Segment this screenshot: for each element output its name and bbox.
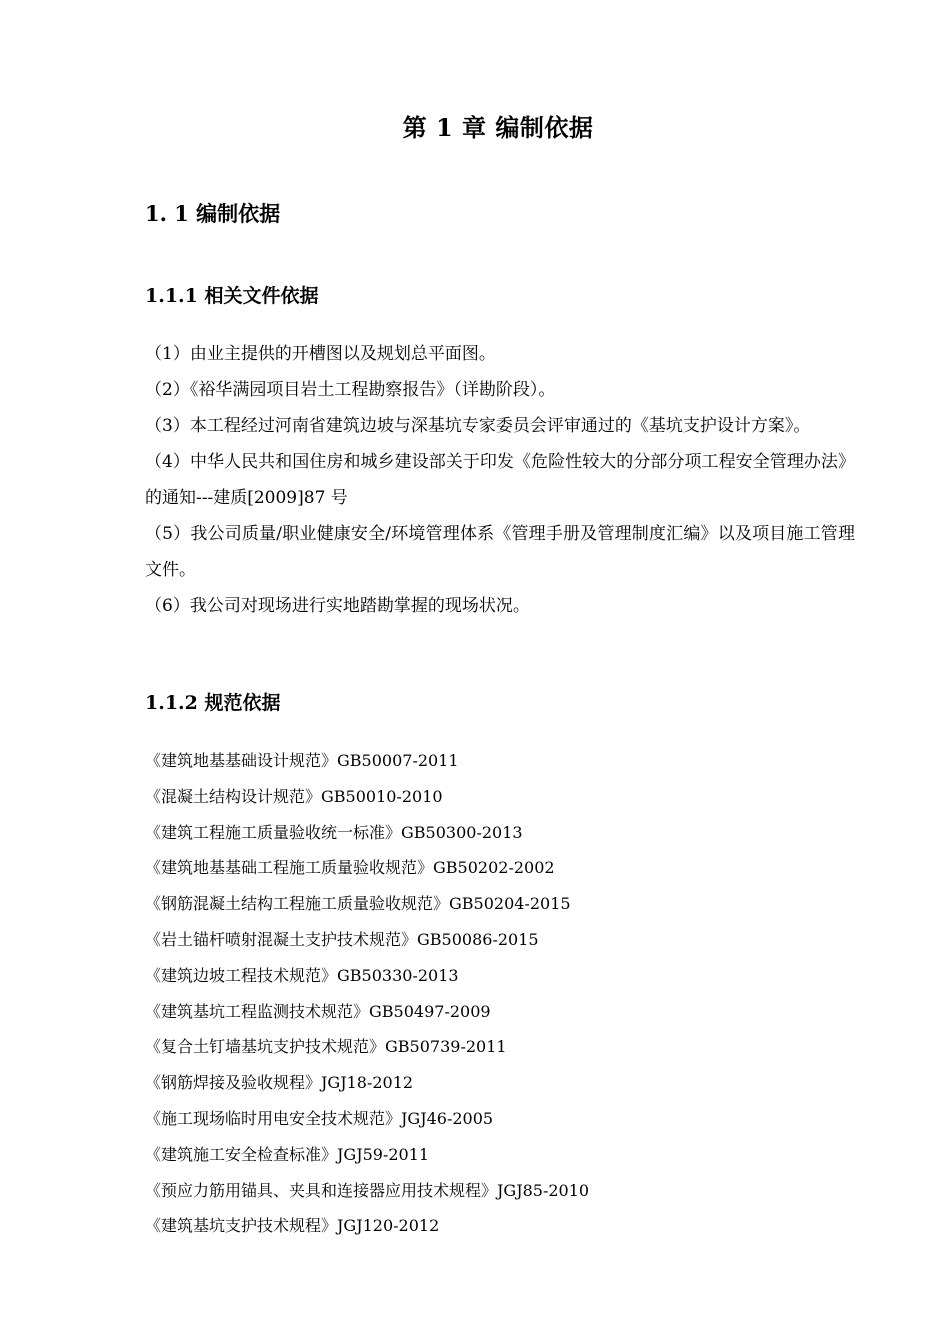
list-item: （5）我公司质量/职业健康安全/环境管理体系《管理手册及管理制度汇编》以及项目施工管理文件。 bbox=[145, 524, 855, 580]
section-heading-1-1-2: 1.1.2 规范依据 bbox=[145, 692, 281, 714]
chapter-title: 第 1 章 编制依据 bbox=[402, 113, 594, 142]
list-item: 《建筑基坑支护技术规程》JGJ120-2012 bbox=[145, 1216, 440, 1236]
document-basis-list bbox=[145, 336, 855, 624]
list-item: 《施工现场临时用电安全技术规范》JGJ46-2005 bbox=[145, 1108, 494, 1128]
list-item: 《建筑施工安全检查标准》JGJ59-2011 bbox=[145, 1144, 430, 1164]
list-item: 《建筑工程施工质量验收统一标准》GB50300-2013 bbox=[145, 822, 523, 842]
section-heading-1-1: 1. 1 编制依据 bbox=[145, 201, 281, 226]
list-item: 《建筑地基基础设计规范》GB50007-2011 bbox=[145, 751, 459, 770]
list-item: 《钢筋焊接及验收规程》JGJ18-2012 bbox=[145, 1073, 414, 1093]
list-item: 《建筑基坑工程监测技术规范》GB50497-2009 bbox=[145, 1001, 491, 1021]
list-item: （3）本工程经过河南省建筑边坡与深基坑专家委员会评审通过的《基坑支护设计方案》。 bbox=[145, 416, 811, 436]
list-item: （6）我公司对现场进行实地踏勘掌握的现场状况。 bbox=[145, 596, 530, 616]
list-item: （2）《裕华满园项目岩土工程勘察报告》（详勘阶段）。 bbox=[145, 380, 556, 400]
list-item: （4）中华人民共和国住房和城乡建设部关于印发《危险性较大的分部分项工程安全管理办法》的通知---建质[2009]87 号 bbox=[145, 452, 855, 508]
list-item: 《混凝土结构设计规范》GB50010-2010 bbox=[145, 786, 443, 806]
list-item: 《复合土钉墙基坑支护技术规范》GB50739-2011 bbox=[145, 1037, 507, 1057]
list-item: 《岩土锚杆喷射混凝土支护技术规范》GB50086-2015 bbox=[145, 929, 539, 949]
list-item: 《预应力筋用锚具、夹具和连接器应用技术规程》JGJ85-2010 bbox=[145, 1180, 590, 1200]
section-heading-1-1-1: 1.1.1 相关文件依据 bbox=[145, 285, 319, 307]
list-item: （1）由业主提供的开槽图以及规划总平面图。 bbox=[145, 344, 496, 364]
standards-list bbox=[145, 743, 855, 1244]
list-item: 《建筑边坡工程技术规范》GB50330-2013 bbox=[145, 965, 459, 985]
list-item: 《钢筋混凝土结构工程施工质量验收规范》GB50204-2015 bbox=[145, 894, 571, 914]
list-item: 《建筑地基基础工程施工质量验收规范》GB50202-2002 bbox=[145, 858, 555, 878]
